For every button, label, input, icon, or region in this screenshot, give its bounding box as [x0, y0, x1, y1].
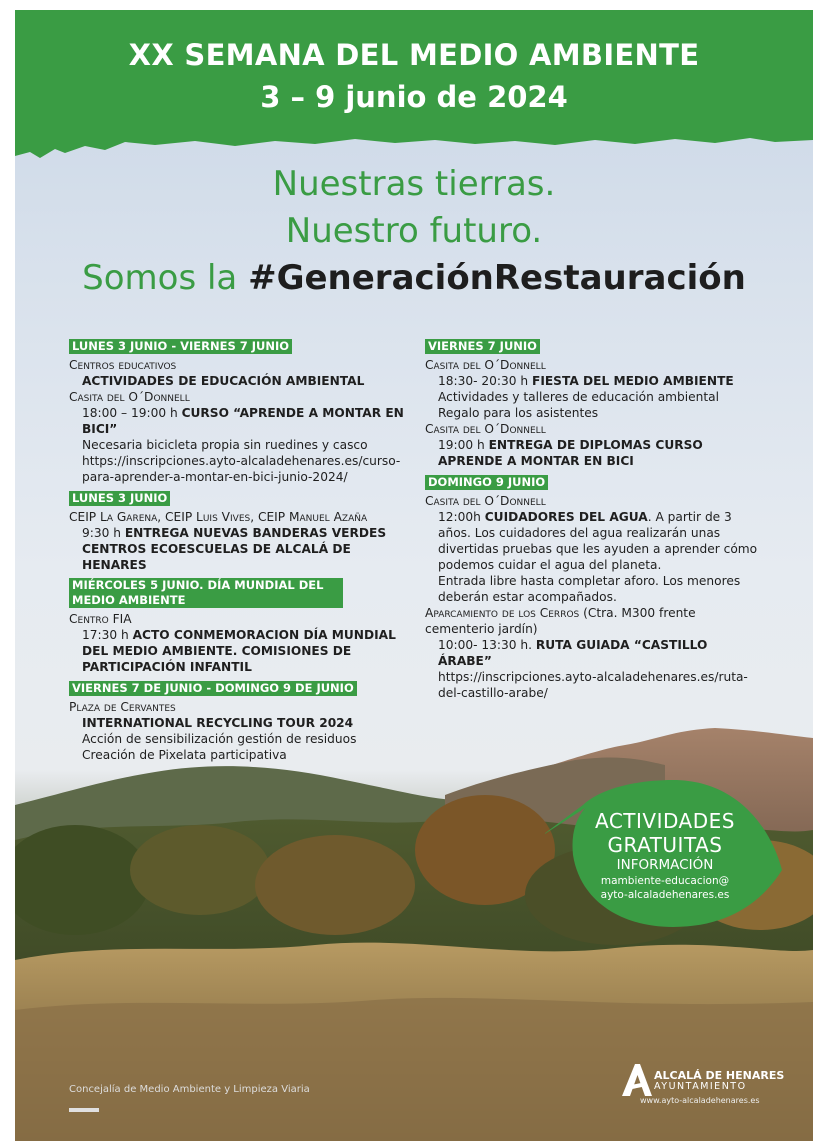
activity-title: ENTREGA NUEVAS BANDERAS VERDES CENTROS ECOESCUELAS DE ALCALÁ DE HENARES: [82, 526, 387, 572]
activity-title: CUIDADORES DEL AGUA: [484, 510, 648, 524]
venue-line: [425, 605, 765, 637]
activity-time: 18:30- 20:30 h: [438, 374, 532, 388]
footer-divider: [69, 1108, 99, 1112]
activity-title: CURSO “APRENDE A MONTAR EN BICI”: [82, 406, 404, 436]
venue-label: Casita del O´Donnell: [425, 358, 546, 372]
activity-line: [82, 627, 404, 675]
venue-label: Casita del O´Donnell: [425, 494, 546, 508]
schedule-section: [69, 338, 404, 485]
registration-link[interactable]: https://inscripciones.ayto-alcaladehenares.es/curso-para-aprender-a-montar-en-bici-junio-2024/: [82, 454, 401, 484]
activity-title: ACTIVIDADES DE EDUCACIÓN AMBIENTAL: [82, 374, 365, 388]
activity-title: RUTA GUIADA “CASTILLO ÁRABE”: [438, 638, 708, 668]
schedule-section: [69, 578, 404, 675]
section-banner: LUNES 3 JUNIO - VIERNES 7 JUNIO: [69, 339, 292, 354]
a-logo-icon: [620, 1062, 654, 1098]
venue-label: Casita del O´Donnell: [425, 422, 546, 436]
section-banner: DOMINGO 9 JUNIO: [425, 475, 548, 490]
activity-note: Necesaria bicicleta propia sin ruedines y casco: [82, 438, 368, 452]
activity-note: Creación de Pixelata participativa: [82, 748, 287, 762]
venue-label: CEIP La Garena, CEIP Luis Vives, CEIP Manuel Azaña: [69, 510, 368, 524]
schedule-section: [425, 474, 765, 701]
city-council-logo: [620, 1058, 785, 1110]
section-banner: VIERNES 7 JUNIO: [425, 339, 540, 354]
section-banner: VIERNES 7 DE JUNIO - DOMINGO 9 DE JUNIO: [69, 681, 357, 696]
registration-link[interactable]: https://inscripciones.ayto-alcaladehenares.es/ruta-del-castillo-arabe/: [438, 670, 748, 700]
slogan-line-3: [15, 258, 813, 298]
venue-label: Centro FIA: [69, 612, 132, 626]
logo-website[interactable]: www.ayto-alcaladehenares.es: [640, 1096, 760, 1105]
activity-title: ACTO CONMEMORACION DÍA MUNDIAL DEL MEDIO AMBIENTE. COMISIONES DE PARTICIPACIÓN INFANTIL: [82, 628, 396, 674]
schedule-right-column: [425, 338, 765, 706]
activity-line: [438, 637, 765, 669]
activity-note: Actividades y talleres de educación ambiental: [438, 390, 720, 404]
slogan-line-2: Nuestro futuro.: [285, 211, 543, 251]
logo-name: ALCALÁ DE HENARES: [654, 1069, 785, 1082]
activity-line: [438, 437, 765, 469]
activity-line: [438, 509, 765, 573]
venue-detail: (Ctra. M300 frente cementerio jardín): [425, 606, 696, 636]
venue-label: Centros educativos: [69, 358, 177, 372]
schedule-section: [69, 680, 404, 763]
schedule-section: [425, 338, 765, 469]
badge-line-2: GRATUITAS: [607, 833, 723, 857]
activity-title: ENTREGA DE DIPLOMAS CURSO APRENDE A MONTAR EN BICI: [438, 438, 703, 468]
badge-email-line-1[interactable]: mambiente-educacion@: [600, 875, 730, 887]
activity-title: INTERNATIONAL RECYCLING TOUR 2024: [82, 716, 354, 730]
free-activities-badge: [545, 775, 785, 929]
activity-title: FIESTA DEL MEDIO AMBIENTE: [532, 374, 734, 388]
footer-credit: Concejalía de Medio Ambiente y Limpieza Viaria: [69, 1084, 310, 1095]
section-banner: MIÉRCOLES 5 JUNIO. DÍA MUNDIAL DEL MEDIO AMBIENTE: [69, 578, 343, 608]
venue-label: Plaza de Cervantes: [69, 700, 176, 714]
venue-label: Aparcamiento de los Cerros: [425, 606, 580, 620]
header-band: [15, 10, 813, 138]
logo-subtitle: AYUNTAMIENTO: [654, 1081, 747, 1092]
slogan-hashtag: #GeneraciónRestauración: [248, 258, 746, 298]
badge-info-label: INFORMACIÓN: [616, 857, 714, 873]
activity-time: 12:00h: [438, 510, 485, 524]
activity-time: 9:30 h: [82, 526, 125, 540]
activity-note: Regalo para los asistentes: [438, 406, 599, 420]
activity-description: . A partir de 3 años. Los cuidadores del agua realizarán unas divertidas pruebas que les ayuden a aprender cómo podemos cuidar el agua del planeta.: [438, 510, 758, 572]
event-title: XX SEMANA DEL MEDIO AMBIENTE: [128, 38, 700, 72]
activity-line: [82, 525, 404, 573]
schedule-left-column: [69, 338, 404, 768]
activity-time: 10:00- 13:30 h.: [438, 638, 536, 652]
header-torn-edge: [15, 128, 813, 164]
activity-time: 18:00 – 19:00 h: [82, 406, 182, 420]
activity-line: [438, 373, 765, 389]
activity-time: 17:30 h: [82, 628, 133, 642]
badge-email-line-2[interactable]: ayto-alcaladehenares.es: [600, 889, 730, 901]
venue-label: Casita del O´Donnell: [69, 390, 190, 404]
slogan-prefix: Somos la: [82, 258, 249, 298]
activity-time: 19:00 h: [438, 438, 489, 452]
schedule-section: [69, 490, 404, 573]
activity-note: Entrada libre hasta completar aforo. Los menores deberán estar acompañados.: [438, 574, 741, 604]
activity-line: [82, 405, 404, 437]
slogan-line-1: Nuestras tierras.: [272, 164, 556, 204]
poster: [15, 10, 813, 1141]
section-banner: LUNES 3 JUNIO: [69, 491, 170, 506]
activity-note: Acción de sensibilización gestión de residuos: [82, 732, 357, 746]
event-dates: 3 – 9 junio de 2024: [260, 80, 568, 114]
badge-line-1: ACTIVIDADES: [595, 809, 735, 833]
